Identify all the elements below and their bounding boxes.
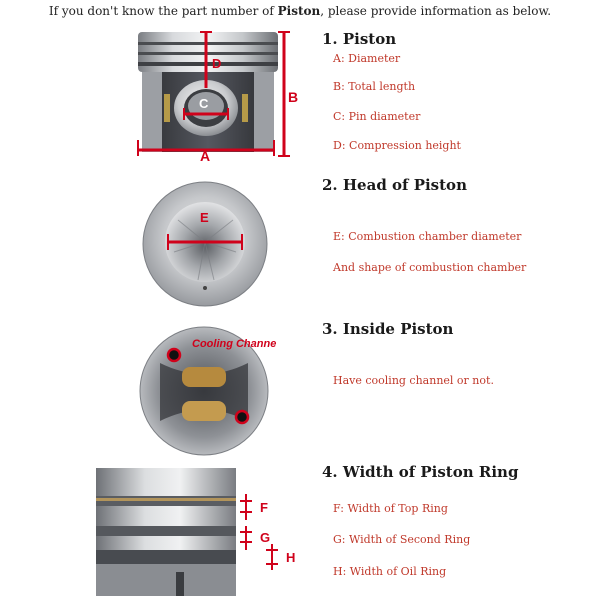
spec-cooling-channel: Have cooling channel or not.: [333, 374, 494, 387]
piston-inside-figure: [132, 325, 276, 457]
spec-total-length: B: Total length: [333, 80, 416, 93]
spec-oil-ring: H: Width of Oil Ring: [333, 565, 447, 578]
label-h: H: [286, 550, 296, 565]
spec-chamber-diameter: E: Combustion chamber diameter: [333, 230, 522, 243]
piston-ring-figure: [96, 468, 306, 596]
cooling-channel-label: Cooling Channel: [192, 338, 276, 350]
label-b: B: [288, 89, 299, 105]
cooling-hole-bottom: [236, 411, 248, 423]
section-title-head: 2. Head of Piston: [322, 176, 467, 194]
section-title-piston: 1. Piston: [322, 30, 397, 48]
spec-top-ring: F: Width of Top Ring: [333, 502, 448, 515]
label-d: D: [212, 56, 222, 71]
section-title-ring-width: 4. Width of Piston Ring: [322, 463, 519, 481]
label-c: C: [199, 96, 209, 111]
section-title-inside: 3. Inside Piston: [322, 320, 454, 338]
spec-diameter: A: Diameter: [333, 52, 401, 65]
label-e: E: [200, 210, 209, 225]
piston-side-figure: [128, 28, 300, 164]
intro-keyword: Piston: [277, 4, 321, 18]
cooling-hole-top: [168, 349, 180, 361]
spec-compression-height: D: Compression height: [333, 139, 461, 152]
intro-text: If you don't know the part number of Piston, please provide information as below.: [48, 4, 552, 18]
label-g: G: [260, 530, 271, 545]
label-a: A: [200, 148, 211, 164]
label-f: F: [260, 500, 268, 515]
spec-chamber-shape: And shape of combustion chamber: [333, 261, 527, 274]
spec-second-ring: G: Width of Second Ring: [333, 533, 471, 546]
piston-head-figure: [138, 180, 273, 308]
spec-pin-diameter: C: Pin diameter: [333, 110, 421, 123]
